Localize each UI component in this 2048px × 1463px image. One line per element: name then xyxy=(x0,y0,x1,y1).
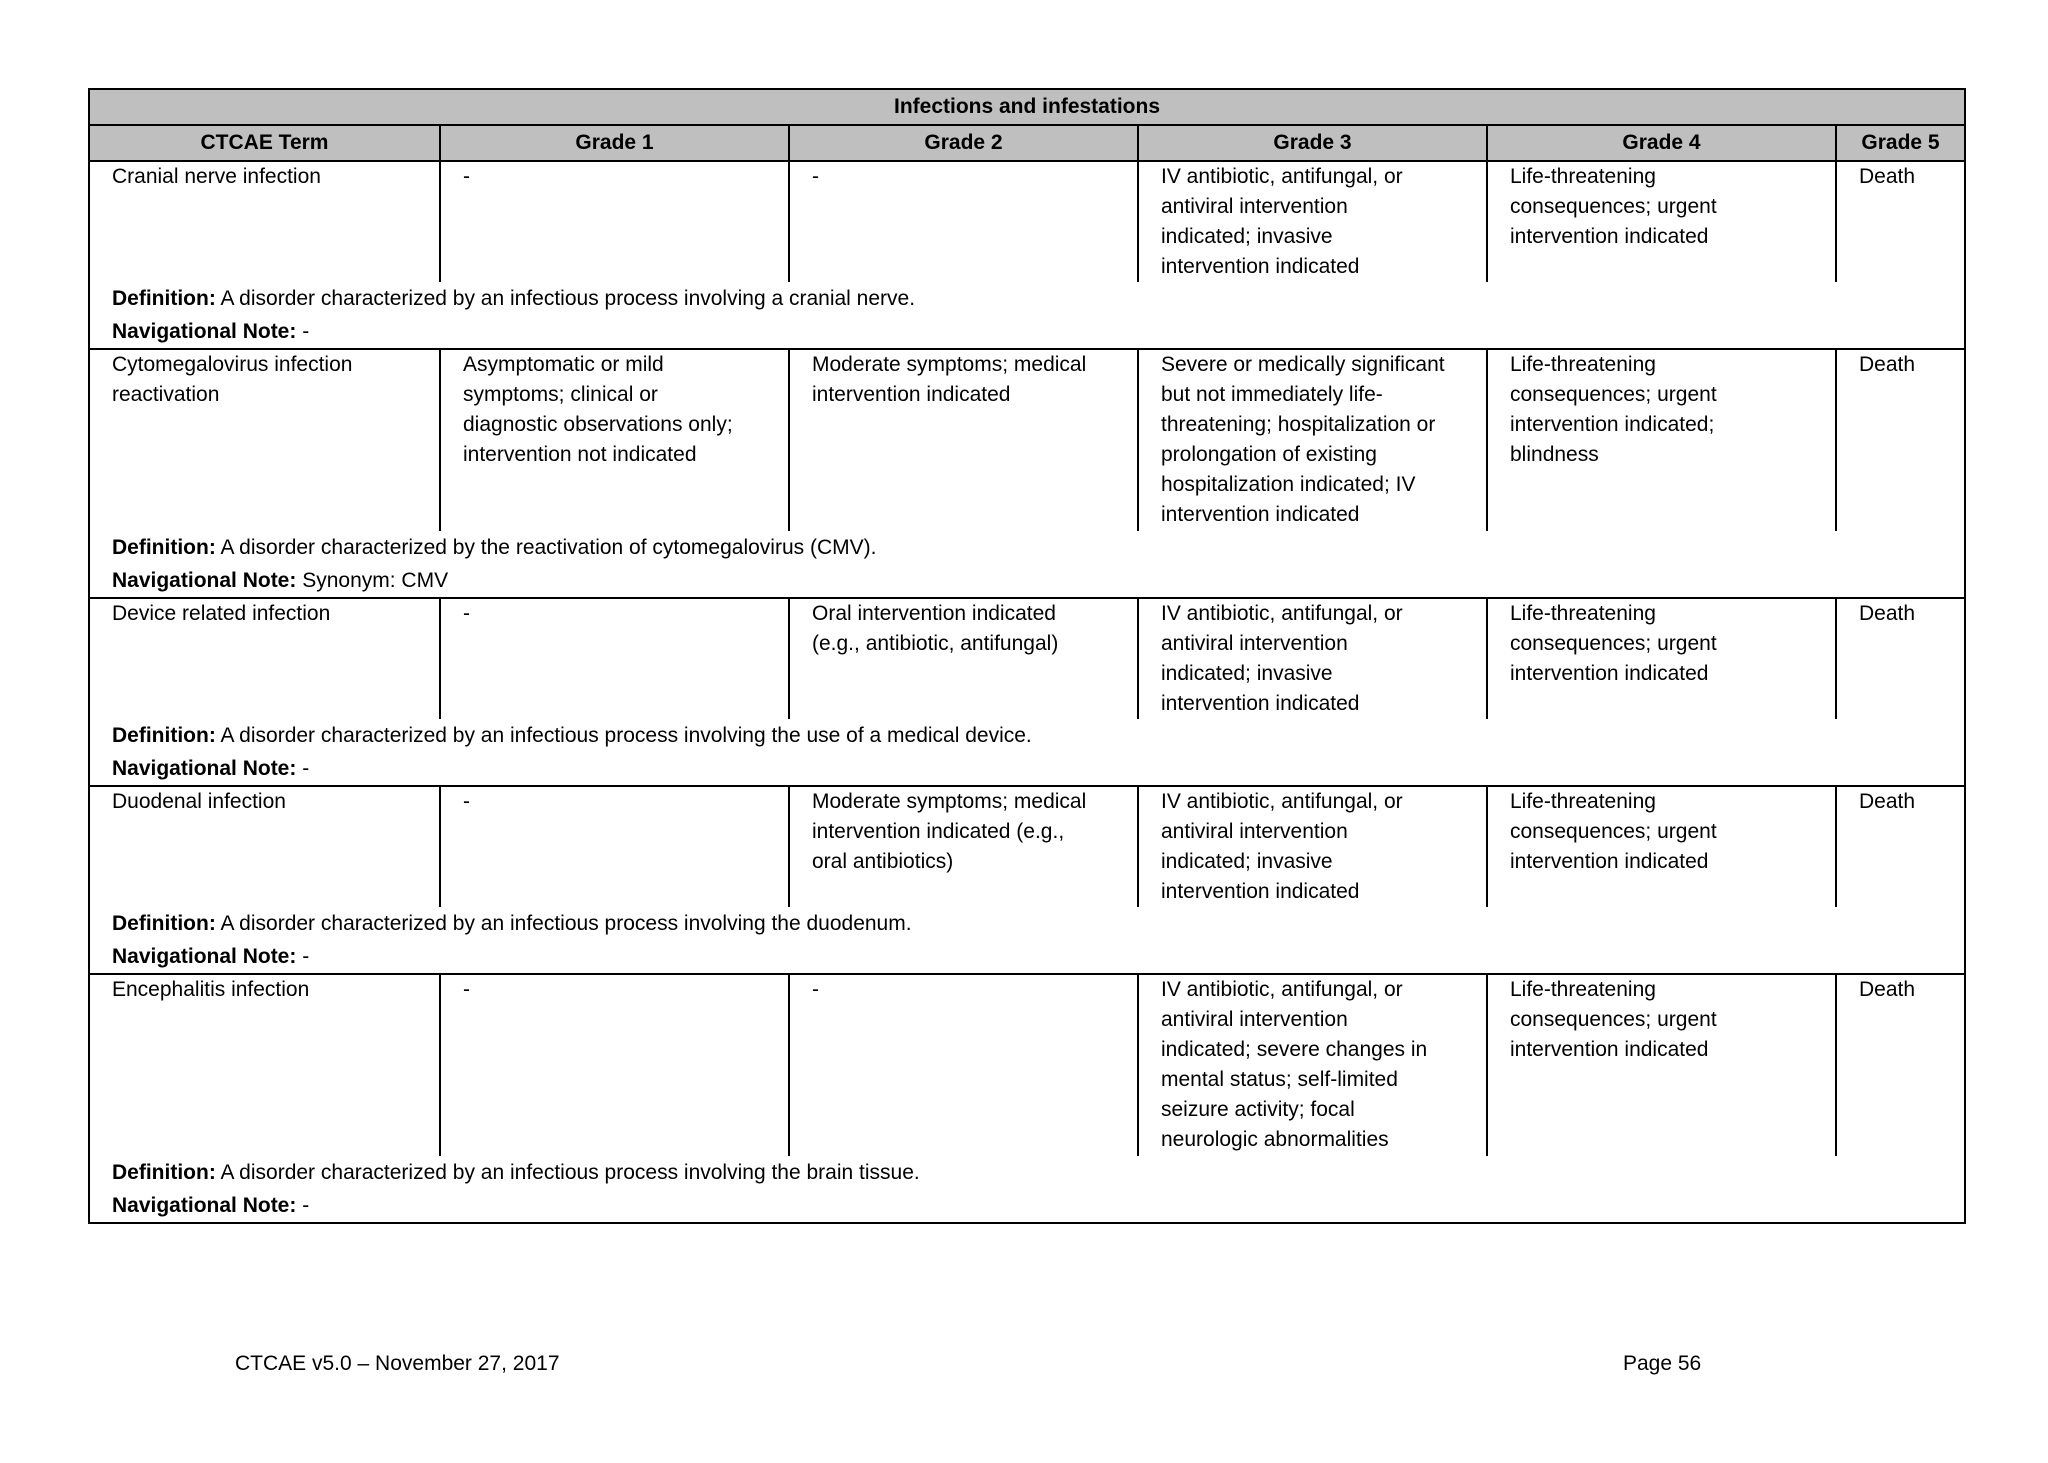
grade-5-cell: Death xyxy=(1835,787,1964,907)
grade-5-cell: Death xyxy=(1835,350,1964,531)
grade-3-cell: Severe or medically significant but not immediately life- threatening; hospitalization or prolongation of existing hospitalization indicated; IV intervention indicated xyxy=(1137,350,1486,531)
grade-1-cell: Asymptomatic or mild symptoms; clinical or diagnostic observations only; intervention not indicated xyxy=(439,350,788,531)
term-cell: Cranial nerve infection xyxy=(112,165,321,188)
navigational-note-text: - xyxy=(302,1194,310,1217)
grade-3-cell: IV antibiotic, antifungal, or antiviral intervention indicated; invasive intervention indicated xyxy=(1137,787,1486,907)
navigational-note-text: - xyxy=(302,320,310,343)
definition-text: A disorder characterized by the reactivation of cytomegalovirus (CMV). xyxy=(220,536,877,559)
table-row xyxy=(90,350,1964,531)
definition-line xyxy=(90,1156,1964,1189)
term-cell: Cytomegalovirus infection reactivation xyxy=(112,353,353,406)
definition-label: Definition: xyxy=(112,724,216,747)
grade-2-cell: Moderate symptoms; medical intervention indicated xyxy=(788,350,1137,531)
grade-4-cell: Life-threatening consequences; urgent intervention indicated xyxy=(1486,162,1835,282)
definition-text: A disorder characterized by an infectious process involving the brain tissue. xyxy=(220,1161,920,1184)
navigational-note-line xyxy=(90,1189,1964,1222)
grade-3-cell: IV antibiotic, antifungal, or antiviral intervention indicated; invasive intervention indicated xyxy=(1137,162,1486,282)
table-row xyxy=(90,162,1964,282)
table-row xyxy=(90,975,1964,1156)
header-grade-4: Grade 4 xyxy=(1486,126,1835,160)
grade-2-cell: Moderate symptoms; medical intervention indicated (e.g., oral antibiotics) xyxy=(788,787,1137,907)
grade-5-cell: Death xyxy=(1835,599,1964,719)
term-cell: Device related infection xyxy=(112,602,331,625)
grade-3-cell: IV antibiotic, antifungal, or antiviral intervention indicated; severe changes in mental status; self-limited seizure activity; focal neurologic abnormalities xyxy=(1137,975,1486,1156)
table-entry xyxy=(90,348,1964,597)
section-title: Infections and infestations xyxy=(90,90,1964,126)
navigational-note-line xyxy=(90,564,1964,597)
header-grade-1: Grade 1 xyxy=(439,126,788,160)
grade-2-cell: Oral intervention indicated (e.g., antibiotic, antifungal) xyxy=(788,599,1137,719)
footer-page-number: Page 56 xyxy=(1623,1352,1702,1375)
navigational-note-label: Navigational Note: xyxy=(112,945,297,968)
table-row xyxy=(90,599,1964,719)
term-cell: Duodenal infection xyxy=(112,790,286,813)
term-cell: Encephalitis infection xyxy=(112,978,310,1001)
navigational-note-text: - xyxy=(302,757,310,780)
header-row xyxy=(90,126,1964,162)
navigational-note-text: - xyxy=(302,945,310,968)
table-entry xyxy=(90,162,1964,348)
footer-version: CTCAE v5.0 – November 27, 2017 xyxy=(235,1352,560,1375)
definition-line xyxy=(90,907,1964,940)
grade-4-cell: Life-threatening consequences; urgent intervention indicated; blindness xyxy=(1486,350,1835,531)
navigational-note-line xyxy=(90,752,1964,785)
table-entry xyxy=(90,973,1964,1222)
grade-2-cell: - xyxy=(788,162,1137,282)
definition-label: Definition: xyxy=(112,287,216,310)
table-entry xyxy=(90,785,1964,973)
definition-label: Definition: xyxy=(112,536,216,559)
definition-text: A disorder characterized by an infectious process involving a cranial nerve. xyxy=(220,287,916,310)
table-entry xyxy=(90,597,1964,785)
grade-5-cell: Death xyxy=(1835,975,1964,1156)
header-grade-3: Grade 3 xyxy=(1137,126,1486,160)
navigational-note-label: Navigational Note: xyxy=(112,320,297,343)
definition-line xyxy=(90,719,1964,752)
navigational-note-label: Navigational Note: xyxy=(112,569,297,592)
header-grade-2: Grade 2 xyxy=(788,126,1137,160)
table-row xyxy=(90,787,1964,907)
header-ctcae-term: CTCAE Term xyxy=(200,131,329,154)
grade-1-cell: - xyxy=(439,787,788,907)
navigational-note-label: Navigational Note: xyxy=(112,757,297,780)
definition-label: Definition: xyxy=(112,1161,216,1184)
header-grade-5: Grade 5 xyxy=(1835,126,1964,160)
grade-4-cell: Life-threatening consequences; urgent intervention indicated xyxy=(1486,599,1835,719)
grade-3-cell: IV antibiotic, antifungal, or antiviral intervention indicated; invasive intervention indicated xyxy=(1137,599,1486,719)
navigational-note-line xyxy=(90,940,1964,973)
grade-4-cell: Life-threatening consequences; urgent intervention indicated xyxy=(1486,975,1835,1156)
grade-1-cell: - xyxy=(439,599,788,719)
navigational-note-line xyxy=(90,315,1964,348)
grade-2-cell: - xyxy=(788,975,1137,1156)
definition-text: A disorder characterized by an infectious process involving the duodenum. xyxy=(220,912,912,935)
grade-1-cell: - xyxy=(439,975,788,1156)
definition-line xyxy=(90,531,1964,564)
navigational-note-text: Synonym: CMV xyxy=(302,569,449,592)
definition-text: A disorder characterized by an infectious process involving the use of a medical device. xyxy=(220,724,1032,747)
ctcae-table xyxy=(88,88,1966,1224)
definition-label: Definition: xyxy=(112,912,216,935)
definition-line xyxy=(90,282,1964,315)
grade-5-cell: Death xyxy=(1835,162,1964,282)
navigational-note-label: Navigational Note: xyxy=(112,1194,297,1217)
grade-4-cell: Life-threatening consequences; urgent intervention indicated xyxy=(1486,787,1835,907)
grade-1-cell: - xyxy=(439,162,788,282)
